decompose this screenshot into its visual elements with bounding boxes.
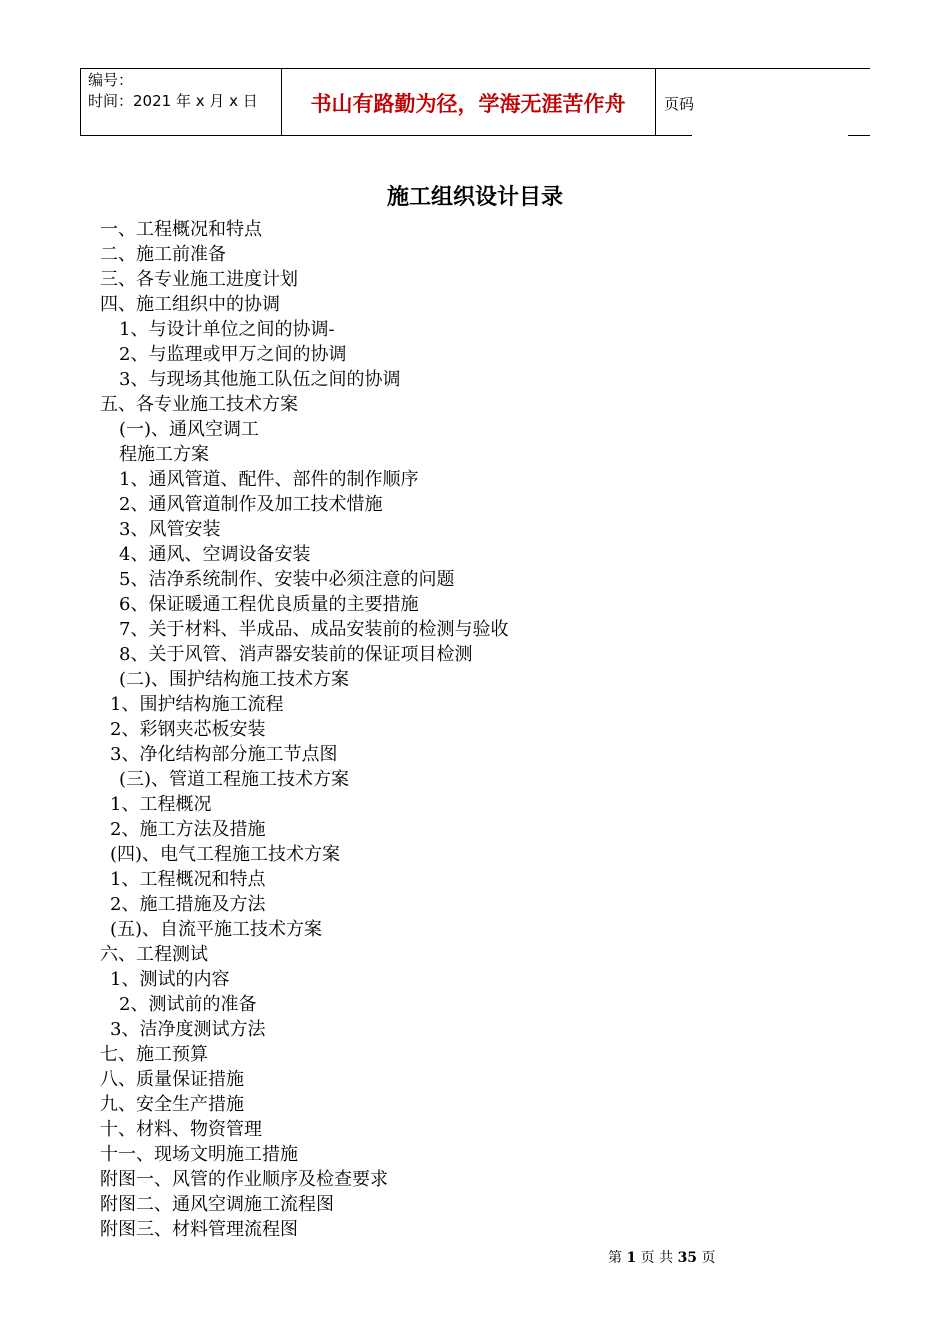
toc-item: (一)、通风空调工 [119,419,260,440]
toc-item: 7、关于材料、半成品、成品安装前的检测与验收 [119,619,509,640]
header-meta [88,70,258,112]
header-bottom-rule [80,135,692,136]
header-bottom-rule-stub [848,135,870,136]
toc-item: (二)、围护结构施工技术方案 [119,669,350,690]
toc-item: 1、围护结构施工流程 [110,694,284,715]
header-divider-2 [655,68,656,135]
toc-item: 五、各专业施工技术方案 [100,394,298,415]
time-label: 时间：2021 年 x 月 x 日 [88,92,258,110]
footer-suffix: 页 [701,1250,716,1266]
toc-item: 附图一、风管的作业顺序及检查要求 [100,1169,388,1190]
toc-item: 4、通风、空调设备安装 [119,544,311,565]
toc-item: 二、施工前准备 [100,244,226,265]
toc-item: 1、通风管道、配件、部件的制作顺序 [119,469,419,490]
toc-item: 附图二、通风空调施工流程图 [100,1194,334,1215]
toc-item: 十、材料、物资管理 [100,1119,262,1140]
header-top-rule [80,68,870,69]
toc-item: 2、施工措施及方法 [110,894,266,915]
toc-item: 七、施工预算 [100,1044,208,1065]
toc-item: 6、保证暖通工程优良质量的主要措施 [119,594,419,615]
page-footer [608,1247,716,1267]
header-left-border [80,68,81,135]
toc-item: 十一、现场文明施工措施 [100,1144,298,1165]
toc-item: 三、各专业施工进度计划 [100,269,298,290]
document-title: 施工组织设计目录 [386,184,563,210]
toc-item: 3、与现场其他施工队伍之间的协调 [119,369,401,390]
toc-item: 八、质量保证措施 [100,1069,244,1090]
toc-item: 8、关于风管、消声器安装前的保证项目检测 [119,644,473,665]
toc-item: 九、安全生产措施 [100,1094,244,1115]
footer-total-pages: 35 [677,1250,698,1266]
toc-item: 2、测试前的准备 [119,994,257,1015]
toc-item: 2、通风管道制作及加工技术惜施 [119,494,383,515]
toc-item: 六、工程测试 [100,944,208,965]
toc-item: 2、与监理或甲万之间的协调 [119,344,347,365]
toc-item: 3、洁净度测试方法 [110,1019,266,1040]
toc-item: 3、风管安装 [119,519,221,540]
toc-item: 程施工方案 [119,444,209,465]
number-label: 编号： [88,71,134,89]
footer-prefix: 第 [608,1250,622,1266]
toc-item: (四)、电气工程施工技术方案 [110,844,341,865]
toc-item: 2、彩钢夹芯板安装 [110,719,266,740]
toc-item: 一、工程概况和特点 [100,219,262,240]
header-page-label: 页码 [664,95,694,113]
toc-item: 1、工程概况 [110,794,212,815]
toc-item: 1、测试的内容 [110,969,230,990]
toc-item: 3、净化结构部分施工节点图 [110,744,338,765]
toc-item: 附图三、材料管理流程图 [100,1219,298,1240]
toc-item: 四、施工组织中的协调 [100,294,280,315]
header-motto: 书山有路勤为径，学海无涯苦作舟 [310,92,626,116]
toc-item: 1、与设计单位之间的协调- [119,319,335,340]
toc-item: (五)、自流平施工技术方案 [110,919,323,940]
toc-item: (三)、管道工程施工技术方案 [119,769,350,790]
footer-current-page: 1 [626,1250,637,1266]
footer-middle: 页 共 [640,1250,674,1266]
toc-item: 5、洁净系统制作、安装中必须注意的问题 [119,569,455,590]
toc-item: 2、施工方法及措施 [110,819,266,840]
toc-item: 1、工程概况和特点 [110,869,266,890]
